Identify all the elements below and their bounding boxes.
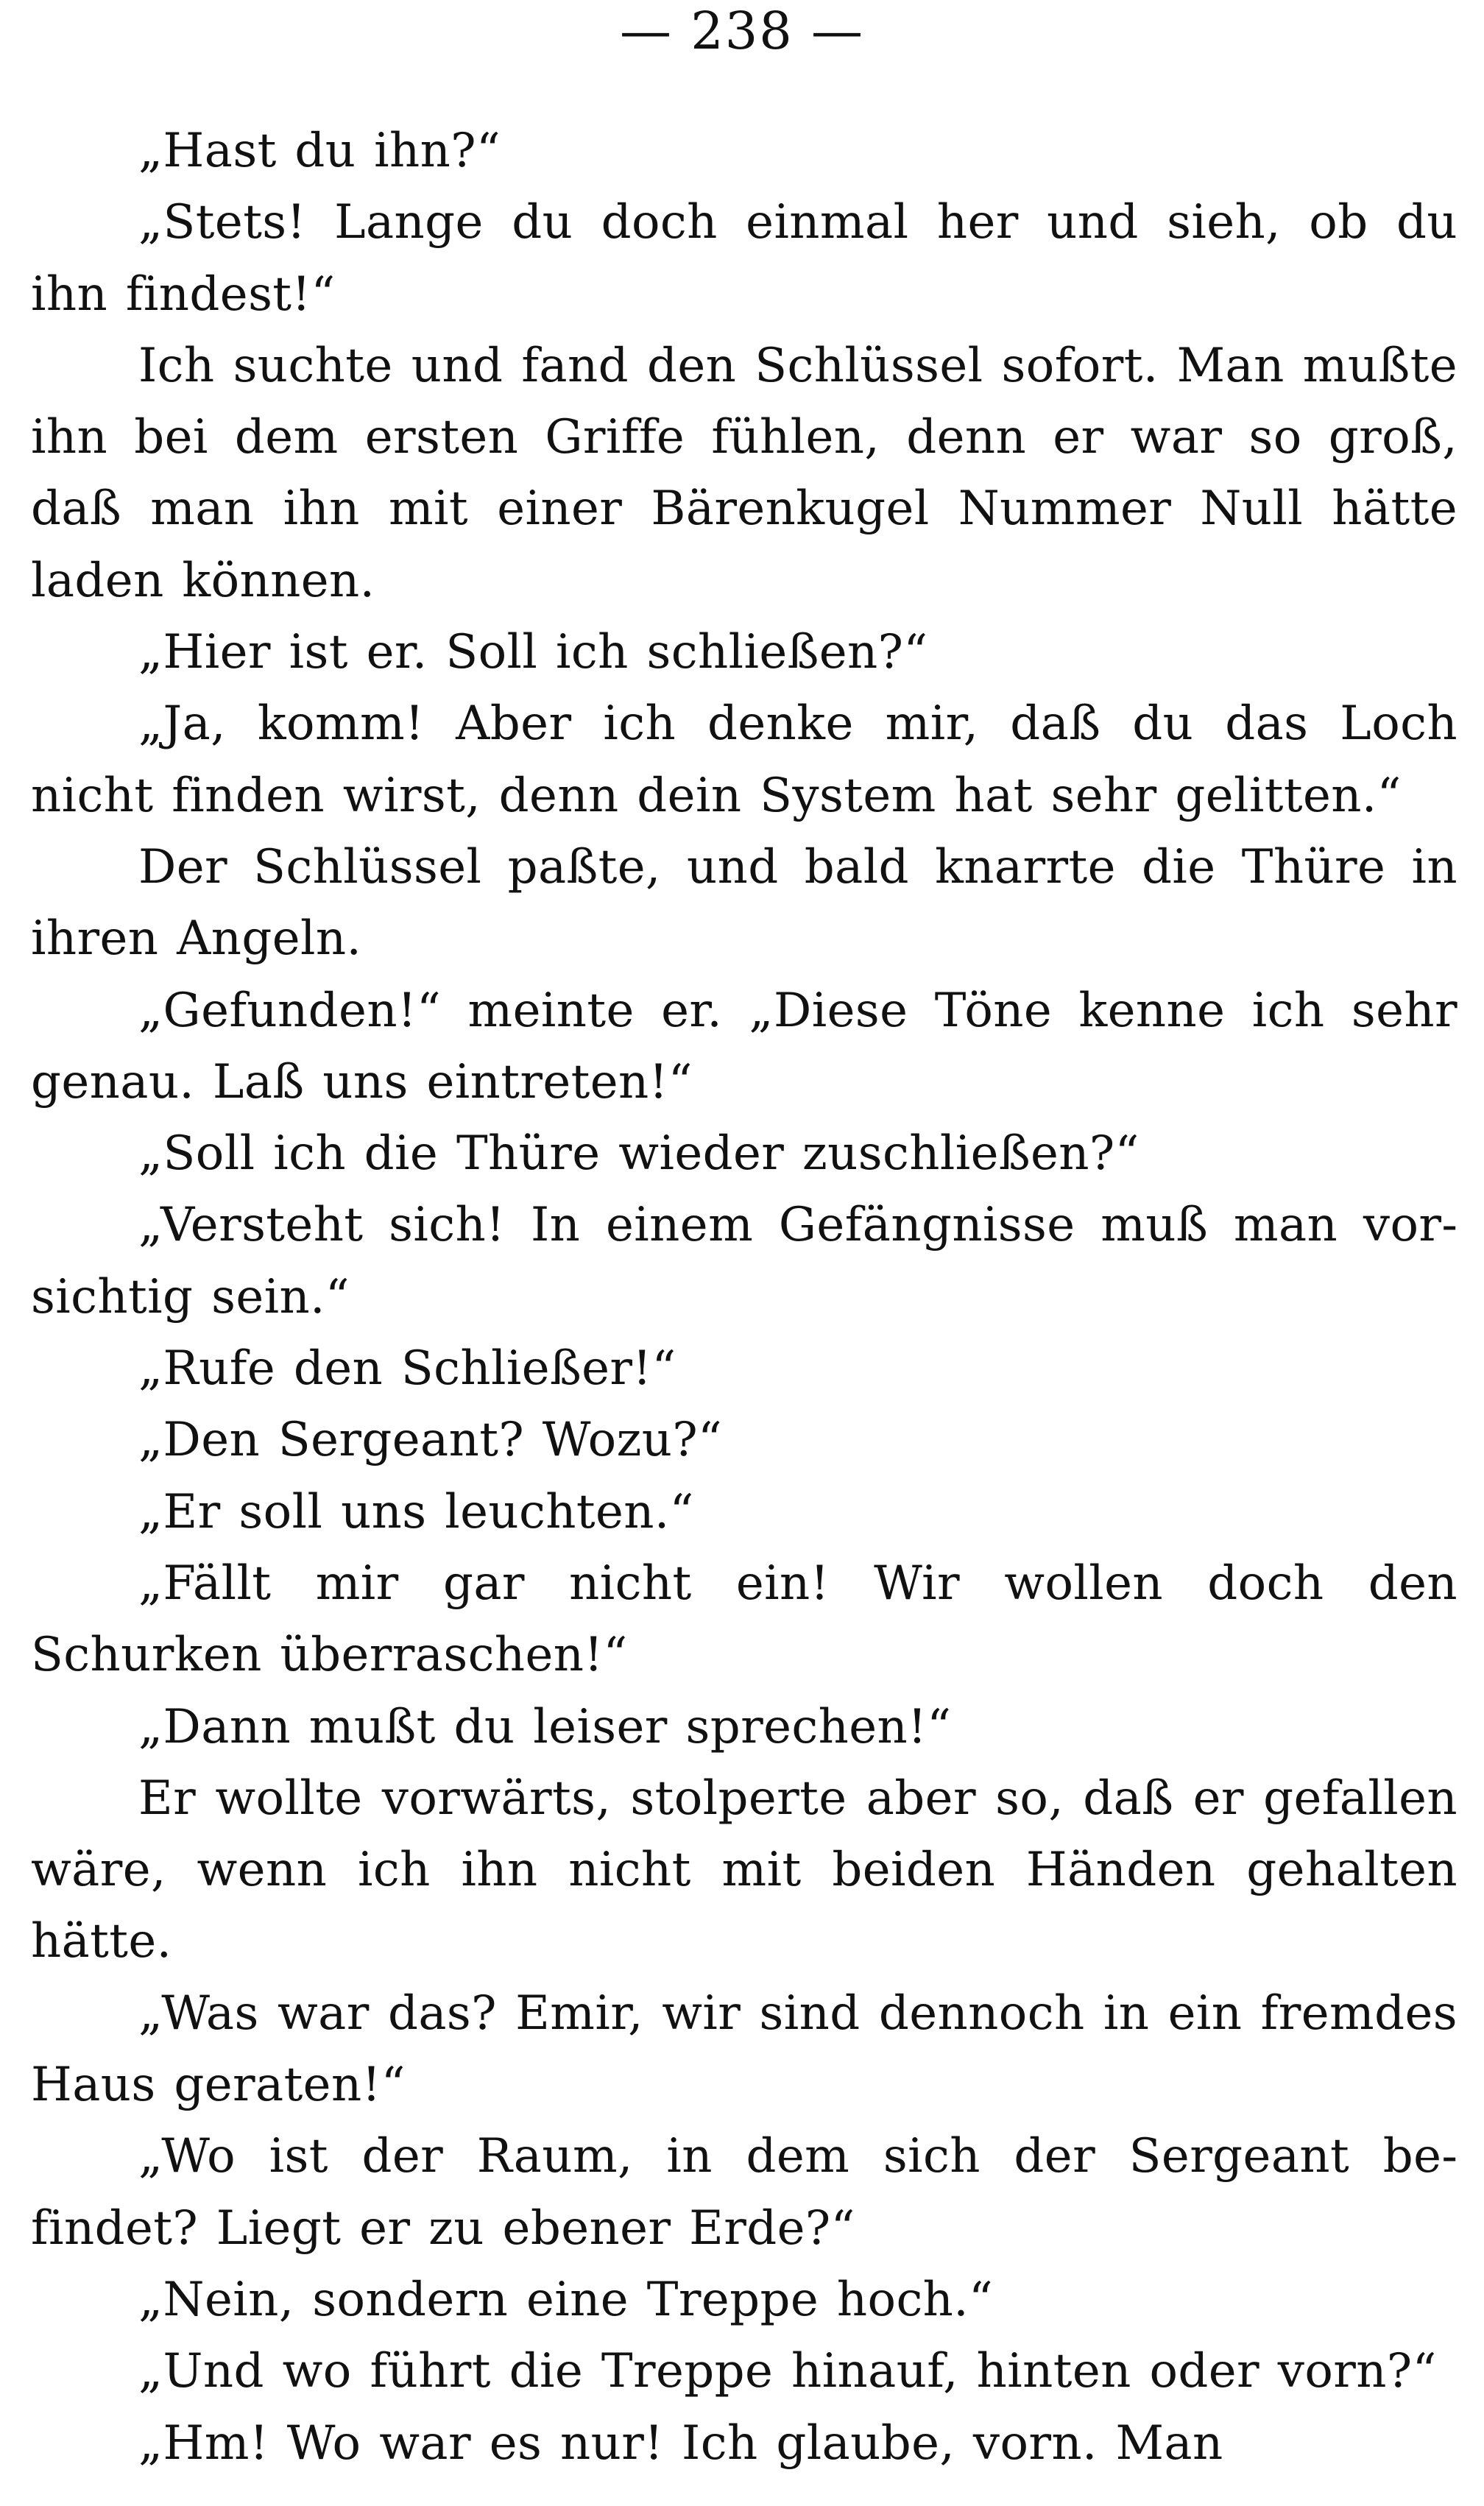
paragraph: Er wollte vorwärts, stolperte aber so, daß er gefallen wäre, wenn ich ihn nicht mit beiden Händen gehalten hätte. [31,1771,1458,1969]
paragraph: „Stets! Lange du doch einmal her und sieh, ob du ihn findest!“ [31,195,1458,322]
paragraph: „Fällt mir gar nicht ein! Wir wollen doch den Schurken überraschen!“ [31,1556,1458,1683]
paragraph: „Den Sergeant? Wozu?“ [138,1413,723,1468]
paragraph: „Und wo führt die Treppe hinauf, hinten oder vorn?“ [138,2344,1437,2399]
paragraph: „Gefunden!“ meinte er. „Diese Töne kenne ich sehr genau. Laß uns eintreten!“ [31,983,1458,1109]
paragraph: „Nein, sondern eine Treppe hoch.“ [138,2272,994,2327]
paragraph: Der Schlüssel paßte, und bald knarrte die Thüre in ihren Angeln. [31,839,1458,967]
body-text [31,116,1458,2479]
paragraph: „Wo ist der Raum, in dem sich der Sergeant befindet? Liegt er zu ebener Erde?“ [31,2129,1458,2256]
paragraph: „Hast du ihn?“ [138,124,501,178]
page-number: — 238 — [619,1,865,61]
paragraph: „Rufe den Schließer!“ [138,1341,676,1397]
paragraph: „Hm! Wo war es nur! Ich glaube, vorn. Man [138,2415,1223,2471]
paragraph: „Dann mußt du leiser sprechen!“ [138,1699,952,1754]
paragraph: „Soll ich die Thüre wieder zuschließen?“ [138,1126,1140,1182]
paragraph: „Ja, komm! Aber ich denke mir, daß du das Loch nicht finden wirst, denn dein System hat sehr gelitten.“ [31,696,1458,823]
paragraph: Ich suchte und fand den Schlüssel sofort. Man mußte ihn bei dem ersten Griffe fühlen, denn er war so groß, daß man ihn mit einer Bärenkugel Nummer Null hätte laden können. [31,338,1458,608]
paragraph: „Was war das? Emir, wir sind dennoch in ein fremdes Haus geraten!“ [31,1986,1458,2113]
paragraph: „Hier ist er. Soll ich schließen?“ [138,625,928,680]
paragraph: „Versteht sich! In einem Gefängnisse muß man vorsichtig sein.“ [31,1198,1458,1324]
paragraph: „Er soll uns leuchten.“ [138,1484,694,1539]
